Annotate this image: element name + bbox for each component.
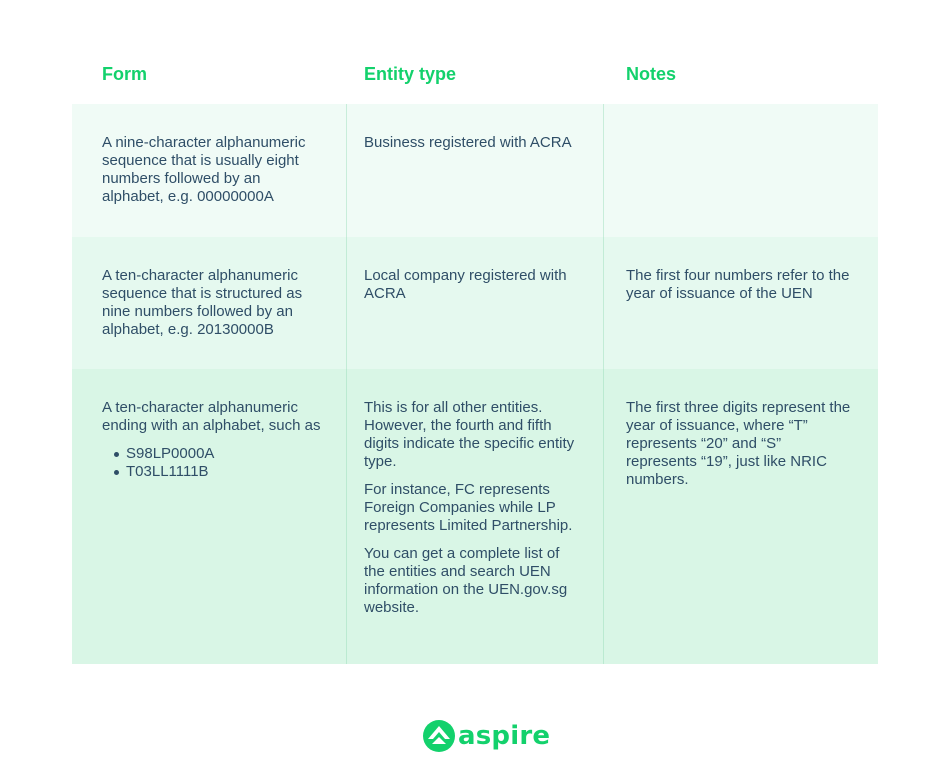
notes-text: The first four numbers refer to the year of issuance of the UEN (626, 267, 850, 302)
cell-form (72, 237, 347, 369)
aspire-logo (423, 720, 550, 752)
cell-notes (604, 104, 878, 237)
example-item: S98LP0000A (102, 445, 324, 463)
cell-notes (604, 237, 878, 369)
entity-type-text: Business registered with ACRA (364, 134, 572, 151)
header-entity-type: Entity type (364, 64, 457, 84)
cell-entity-type (347, 237, 604, 369)
table-header (72, 50, 878, 104)
cell-form (72, 104, 347, 237)
logo-text: aspire (458, 721, 551, 751)
entity-type-text: This is for all other entities. However, the fourth and fifth digits indicate the specific entity type. (364, 399, 575, 470)
form-text: A nine-character alphanumeric sequence that is usually eight numbers followed by an alphabet, e.g. 00000000A (102, 134, 306, 205)
cell-entity-type (347, 104, 604, 237)
form-text: A ten-character alphanumeric ending with an alphabet, such as (102, 399, 321, 434)
entity-type-text: Local company registered with ACRA (364, 267, 567, 302)
cell-form (72, 369, 347, 664)
uen-format-table (72, 50, 878, 664)
table-row (72, 104, 878, 237)
entity-type-text: You can get a complete list of the entities and search UEN information on the UEN.gov.sg website. (364, 545, 568, 616)
examples-list (102, 445, 324, 481)
table-row (72, 237, 878, 369)
aspire-logo-icon (423, 720, 455, 752)
cell-notes (604, 369, 878, 664)
header-form: Form (102, 64, 147, 84)
table-row (72, 369, 878, 664)
entity-type-text: For instance, FC represents Foreign Companies while LP represents Limited Partnership. (364, 481, 573, 534)
example-item: T03LL1111B (102, 463, 324, 481)
cell-entity-type (347, 369, 604, 664)
form-text: A ten-character alphanumeric sequence that is structured as nine numbers followed by an alphabet, e.g. 20130000B (102, 267, 303, 338)
notes-text: The first three digits represent the year of issuance, where “T” represents “20” and “S” represents “19”, just like NRIC numbers. (626, 399, 851, 488)
header-notes: Notes (626, 64, 677, 84)
